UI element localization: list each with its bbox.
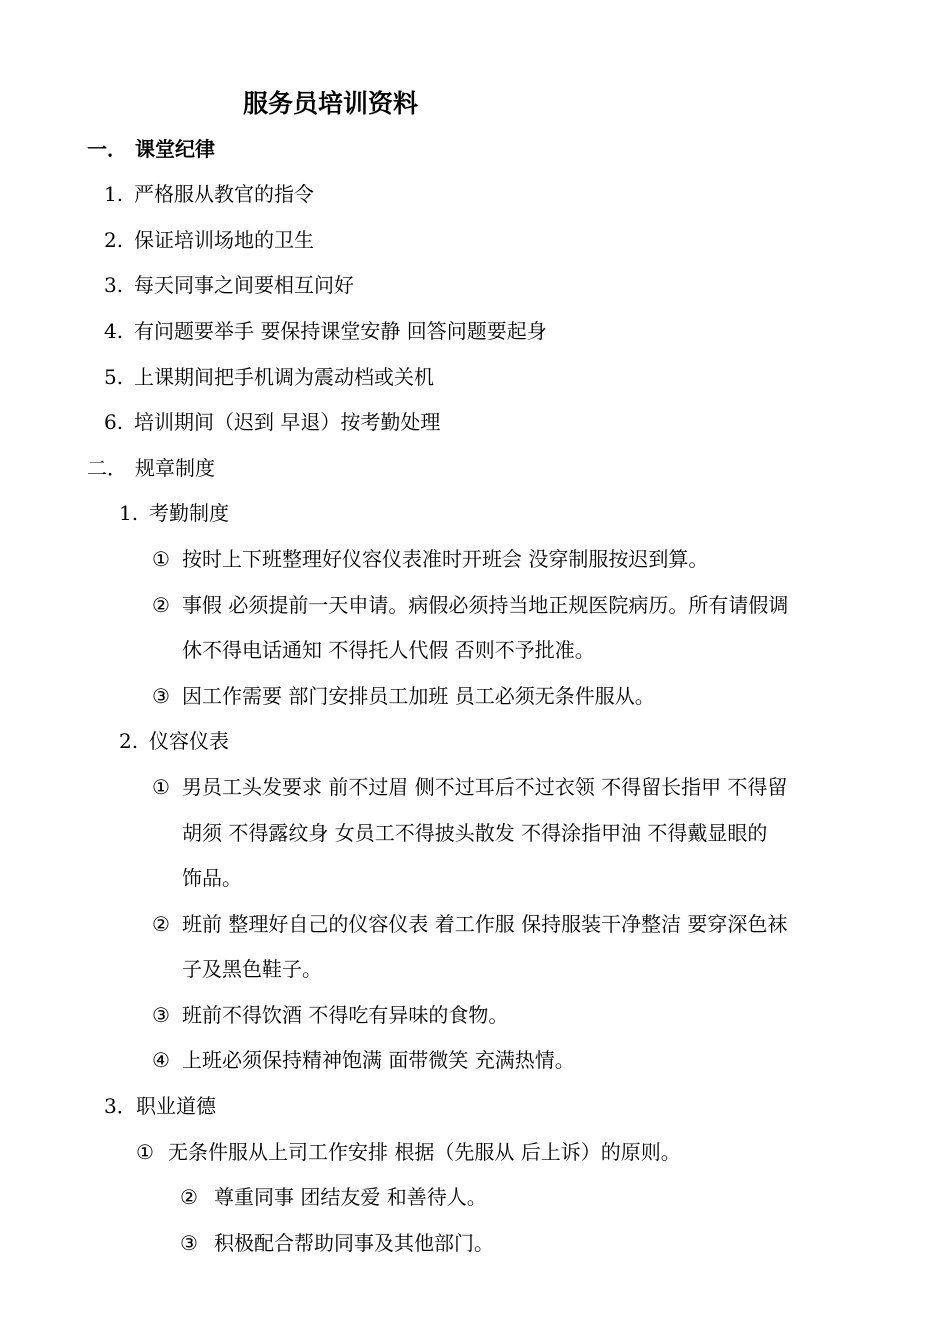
list-item	[104, 407, 440, 437]
item-marker: ②	[152, 593, 170, 617]
list-item	[152, 772, 787, 802]
subsection-heading-ethics	[104, 1091, 216, 1121]
section-number: 一．	[87, 137, 127, 161]
item-text: 上课期间把手机调为震动档或关机	[134, 365, 434, 389]
item-text: 有问题要举手 要保持课堂安静 回答问题要起身	[134, 319, 547, 343]
item-marker: ①	[152, 547, 170, 571]
document-title: 服务员培训资料	[243, 89, 419, 118]
item-marker: ③	[152, 1003, 170, 1027]
list-item	[152, 909, 787, 939]
subsection-marker: 3．	[104, 1094, 137, 1118]
item-marker: ③	[152, 684, 170, 708]
subsection-heading-attendance	[119, 498, 229, 528]
item-marker: 4.	[104, 319, 124, 343]
list-item	[180, 1228, 494, 1258]
list-item	[104, 225, 314, 255]
item-text: 每天同事之间要相互问好	[134, 273, 354, 297]
section-heading-discipline	[87, 134, 215, 164]
item-marker: ③	[180, 1231, 198, 1255]
section-number: 二．	[87, 456, 127, 480]
list-item	[104, 362, 434, 392]
item-text: 班前 整理好自己的仪容仪表 着工作服 保持服装干净整洁 要穿深色袜	[182, 912, 788, 936]
item-marker: 2.	[104, 228, 124, 252]
item-text: 严格服从教官的指令	[134, 182, 314, 206]
section-heading-text: 课堂纪律	[135, 137, 215, 161]
item-text: 尊重同事 团结友爱 和善待人。	[214, 1185, 487, 1209]
list-item	[104, 179, 314, 209]
section-heading-regulations	[87, 453, 215, 483]
list-item	[104, 270, 354, 300]
item-marker: 5.	[104, 365, 124, 389]
item-text: 积极配合帮助同事及其他部门。	[214, 1231, 494, 1255]
item-text: 无条件服从上司工作安排 根据（先服从 后上诉）的原则。	[168, 1140, 681, 1164]
section-heading-text: 规章制度	[135, 456, 215, 480]
item-marker: ④	[152, 1048, 170, 1072]
list-item	[152, 681, 655, 711]
item-text: 因工作需要 部门安排员工加班 员工必须无条件服从。	[182, 684, 655, 708]
item-marker: 1.	[104, 182, 124, 206]
item-text: 班前不得饮酒 不得吃有异味的食物。	[182, 1003, 509, 1027]
item-marker: ②	[152, 912, 170, 936]
item-text: 男员工头发要求 前不过眉 侧不过耳后不过衣领 不得留长指甲 不得留	[182, 775, 788, 799]
item-text-continued: 饰品。	[182, 866, 242, 890]
item-text: 上班必须保持精神饱满 面带微笑 充满热情。	[182, 1048, 575, 1072]
subsection-heading-appearance	[119, 726, 229, 756]
item-marker: 3.	[104, 273, 124, 297]
subsection-title: 考勤制度	[149, 501, 229, 525]
item-text-continued: 胡须 不得露纹身 女员工不得披头散发 不得涂指甲油 不得戴显眼的	[182, 821, 768, 845]
item-marker: ①	[152, 775, 170, 799]
list-item	[152, 544, 708, 574]
item-marker: ①	[136, 1140, 154, 1164]
subsection-title: 职业道德	[136, 1094, 216, 1118]
list-item	[180, 1182, 487, 1212]
subsection-title: 仪容仪表	[149, 729, 229, 753]
list-item	[136, 1137, 681, 1167]
item-marker: 6.	[104, 410, 124, 434]
list-item	[152, 590, 788, 620]
item-text: 培训期间（迟到 早退）按考勤处理	[134, 410, 441, 434]
list-item	[152, 1045, 575, 1075]
item-marker: ②	[180, 1185, 198, 1209]
item-text-continued: 子及黑色鞋子。	[182, 957, 322, 981]
item-text-continued: 休不得电话通知 不得托人代假 否则不予批准。	[182, 638, 595, 662]
item-text: 事假 必须提前一天申请。病假必须持当地正规医院病历。所有请假调	[182, 593, 789, 617]
subsection-marker: 2.	[119, 729, 139, 753]
item-text: 按时上下班整理好仪容仪表准时开班会 没穿制服按迟到算。	[182, 547, 709, 571]
subsection-marker: 1.	[119, 501, 139, 525]
item-text: 保证培训场地的卫生	[134, 228, 314, 252]
list-item	[104, 316, 547, 346]
list-item	[152, 1000, 508, 1030]
